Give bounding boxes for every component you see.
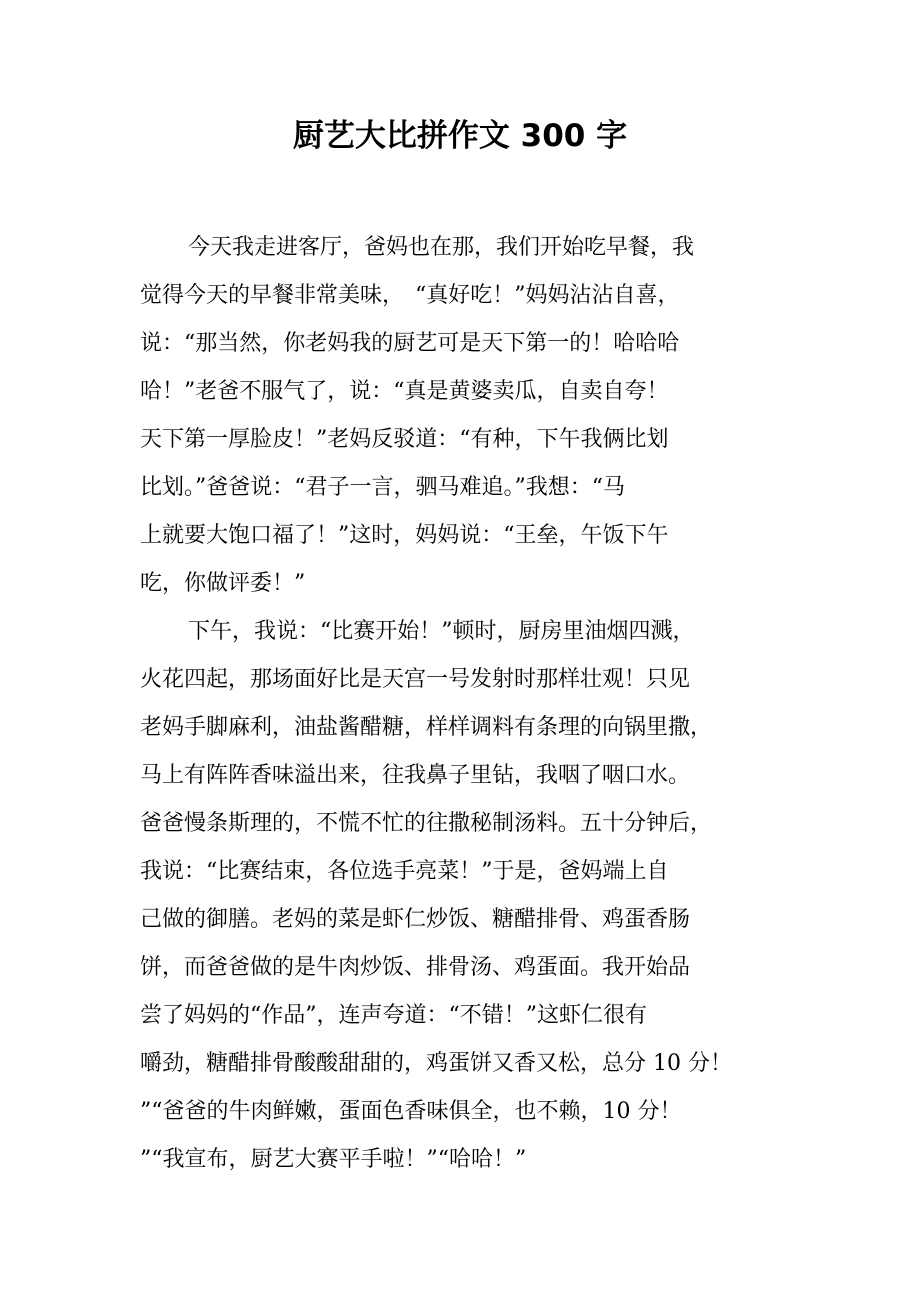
text-line: 觉得今天的早餐非常美味， “真好吃！”妈妈沾沾自喜， [140, 283, 680, 308]
text-line: 嚼劲，糖醋排骨酸酸甜甜的，鸡蛋饼又香又松，总分 10 分！ [140, 1051, 732, 1076]
text-line: 说：“那当然，你老妈我的厨艺可是天下第一的！哈哈哈 [140, 331, 680, 356]
text-line: 比划。”爸爸说：“君子一言，驷马难追。”我想：“马 [140, 475, 625, 500]
text-line: 火花四起，那场面好比是天宫一号发射时那样壮观！只见 [140, 667, 691, 692]
text-line: 己做的御膳。老妈的菜是虾仁炒饭、糖醋排骨、鸡蛋香肠 [140, 907, 691, 932]
text-line: 老妈手脚麻利，油盐酱醋糖，样样调料有条理的向锅里撒， [140, 715, 713, 740]
document-title: 厨艺大比拼作文 300 字 [292, 118, 628, 154]
text-line: ”“爸爸的牛肉鲜嫩，蛋面色香味俱全，也不赖，10 分！ [140, 1099, 682, 1124]
text-line: ”“我宣布，厨艺大赛平手啦！”“哈哈！” [140, 1147, 527, 1172]
paragraph-2 [140, 608, 800, 1184]
text-line: 吃，你做评委！” [140, 571, 306, 596]
text-line: 上就要大饱口福了！”这时，妈妈说：“王垒，午饭下午 [140, 523, 669, 548]
text-line: 今天我走进客厅，爸妈也在那，我们开始吃早餐，我 [188, 235, 695, 260]
text-line: 天下第一厚脸皮！”老妈反驳道：“有种，下午我俩比划 [140, 427, 669, 452]
text-line: 尝了妈妈的“作品”，连声夸道：“不错！”这虾仁很有 [140, 1003, 647, 1028]
paragraph-1 [140, 224, 800, 608]
document-body [140, 224, 800, 1184]
text-line: 哈！”老爸不服气了，说：“真是黄婆卖瓜，自卖自夸！ [140, 379, 669, 404]
text-line: 下午，我说：“比赛开始！”顿时，厨房里油烟四溅， [188, 619, 695, 644]
text-line: 饼，而爸爸做的是牛肉炒饭、排骨汤、鸡蛋面。我开始品 [140, 955, 691, 980]
text-line: 爸爸慢条斯理的，不慌不忙的往撒秘制汤料。五十分钟后， [140, 811, 713, 836]
text-line: 马上有阵阵香味溢出来，往我鼻子里钻，我咽了咽口水。 [140, 763, 691, 788]
text-line: 我说：“比赛结束，各位选手亮菜！”于是，爸妈端上自 [140, 859, 669, 884]
